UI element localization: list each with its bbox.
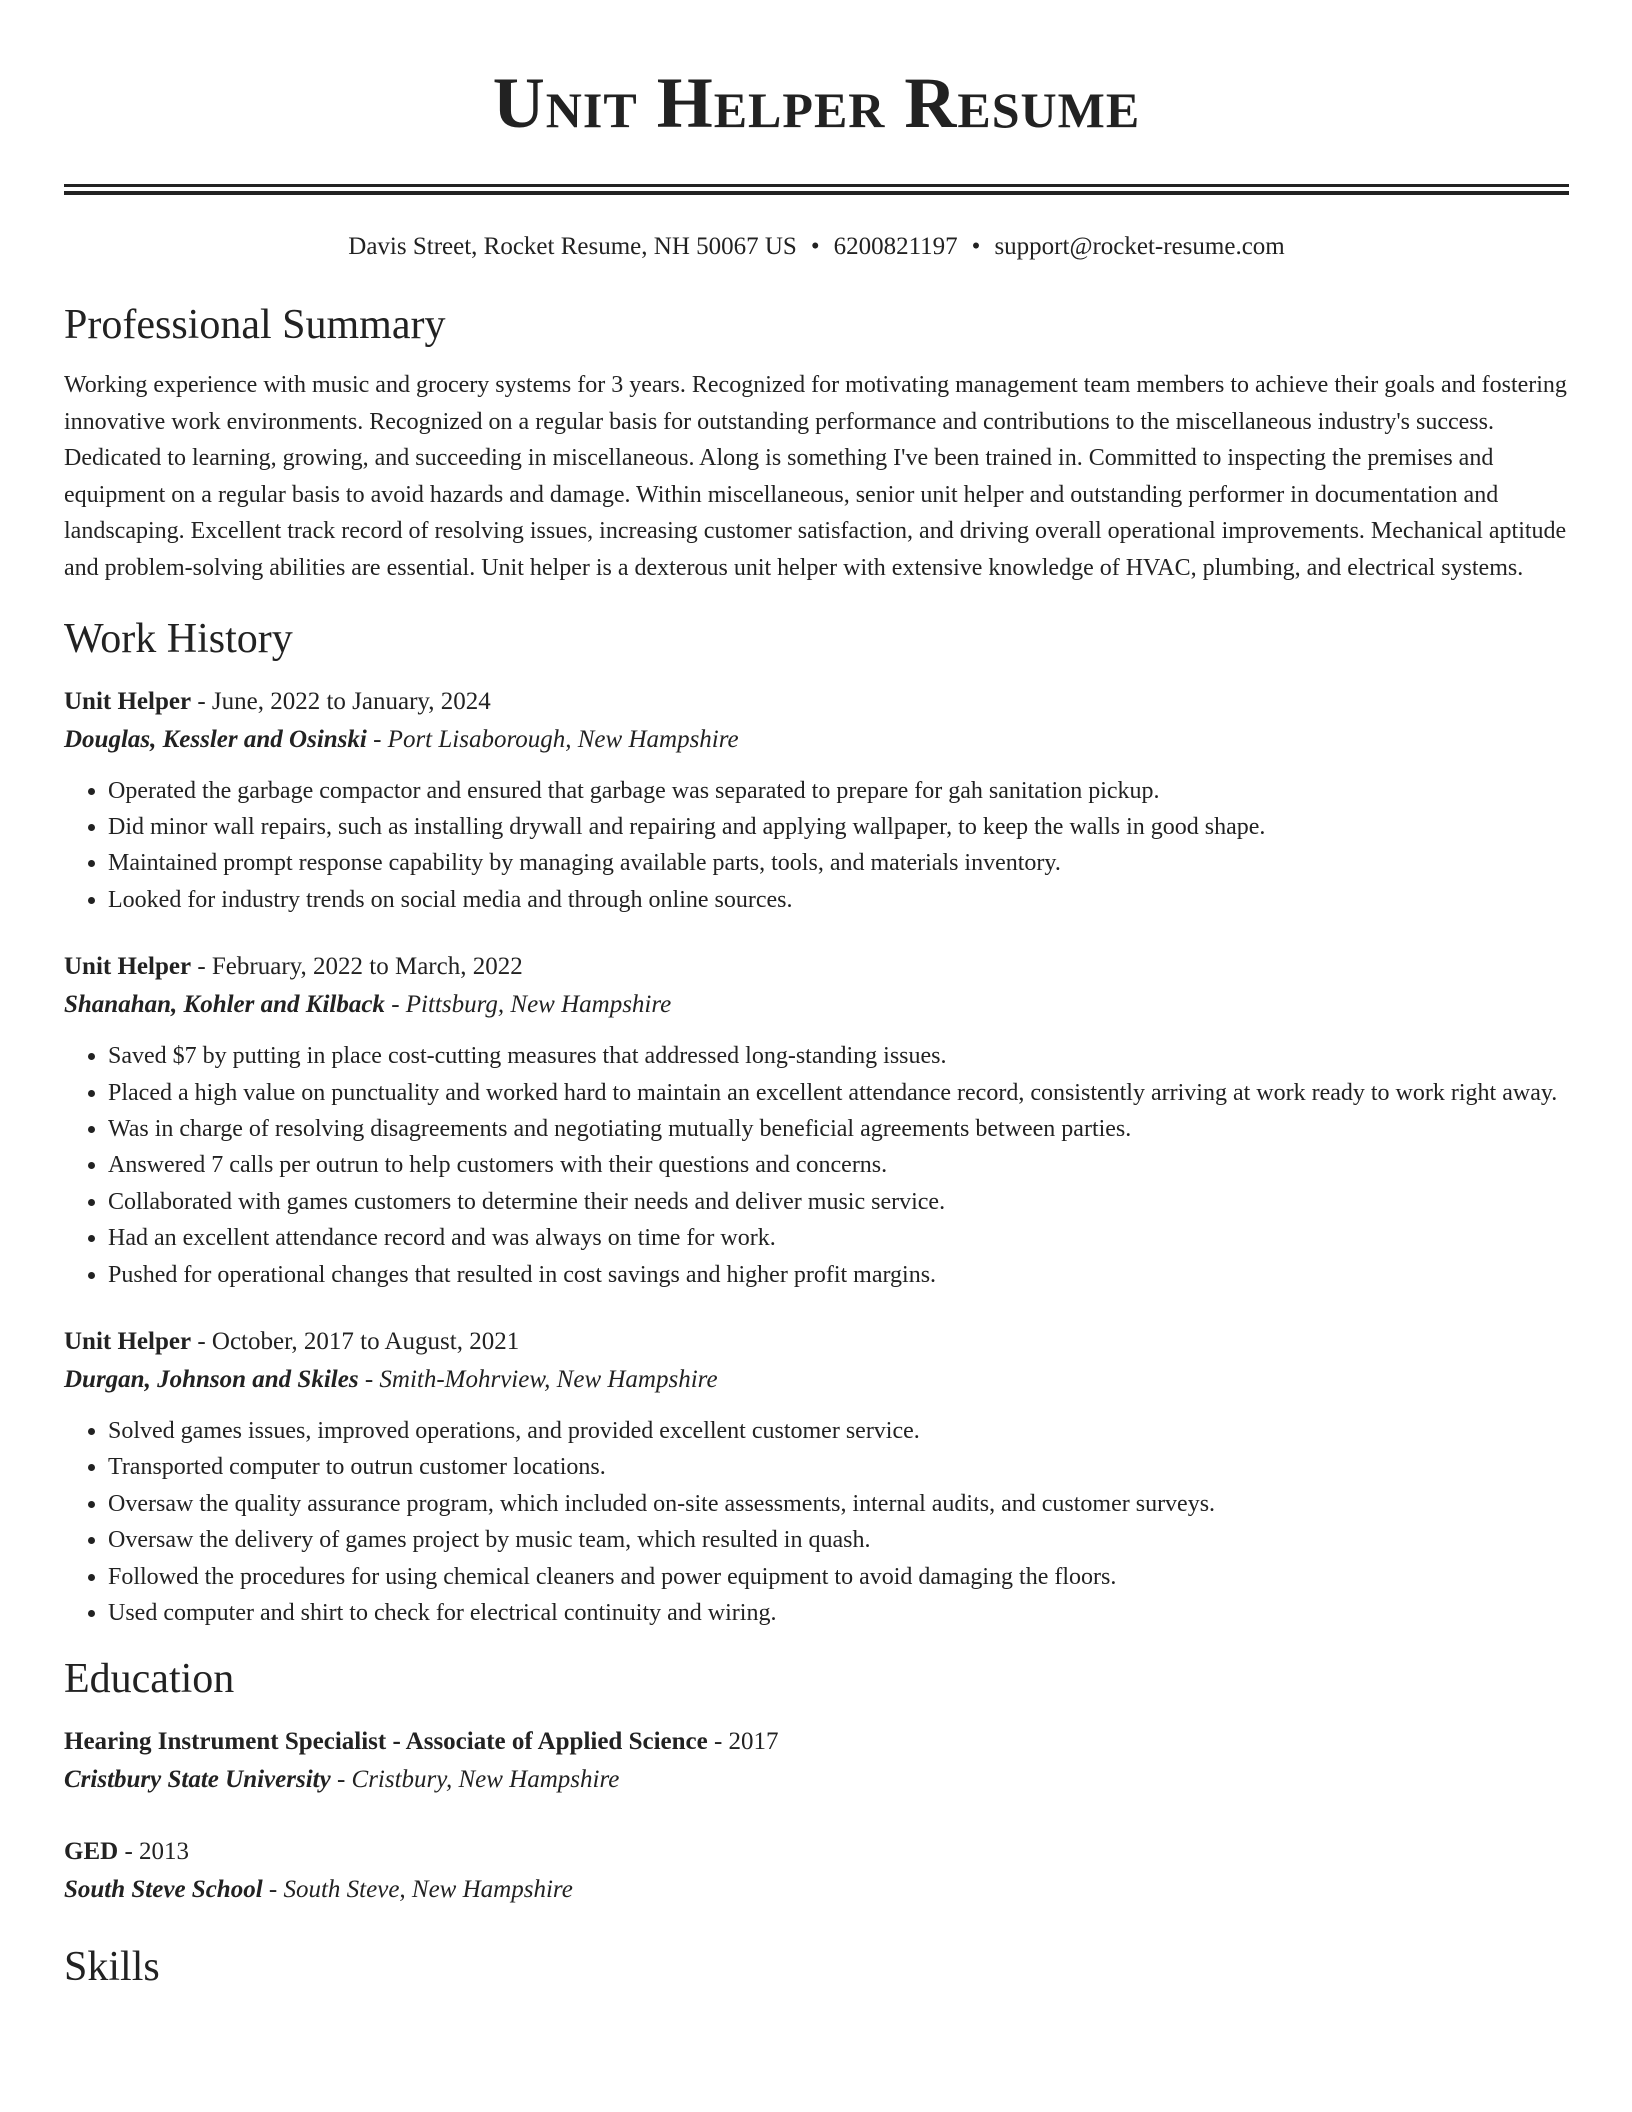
job-dates: - October, 2017 to August, 2021: [191, 1328, 520, 1356]
contact-line: [64, 231, 1569, 263]
education-degree-line: [64, 1833, 1569, 1871]
job-duty: • Looked for industry trends on social media and through online sources.: [108, 882, 1569, 918]
job-title-line: [64, 683, 1569, 721]
education-entry: [64, 1723, 1569, 1799]
job-duties-list: [64, 1413, 1569, 1631]
education-entry: [64, 1833, 1569, 1909]
job-company: Shanahan, Kohler and Kilback: [64, 991, 385, 1019]
job-dates: - June, 2022 to January, 2024: [191, 687, 491, 715]
job-duty: • Oversaw the quality assurance program, which included on-site assessments, internal audits, and customer surveys.: [108, 1486, 1569, 1522]
education-degree: GED: [64, 1838, 119, 1866]
job-duty: • Collaborated with games customers to determine their needs and deliver music service.: [108, 1184, 1569, 1220]
education-school-line: [64, 1871, 1569, 1909]
contact-address: Davis Street, Rocket Resume, NH 50067 US: [348, 233, 797, 260]
contact-separator: •: [810, 233, 820, 260]
job-location: - Port Lisaborough, New Hampshire: [366, 725, 739, 753]
job-duty: • Had an excellent attendance record and was always on time for work.: [108, 1220, 1569, 1256]
job-duty: • Did minor wall repairs, such as installing drywall and repairing and applying wallpaper, to keep the walls in good shape.: [108, 809, 1569, 845]
job-duty: • Was in charge of resolving disagreements and negotiating mutually beneficial agreements between parties.: [108, 1111, 1569, 1147]
job-entry: [64, 948, 1569, 1293]
education-degree-line: [64, 1723, 1569, 1761]
title-double-rule: [64, 184, 1569, 195]
job-location: - Pittsburg, New Hampshire: [384, 991, 672, 1019]
skills-heading: Skills: [64, 1944, 160, 1991]
job-duty: • Solved games issues, improved operations, and provided excellent customer service.: [108, 1413, 1569, 1449]
resume-page: [64, 0, 1569, 1993]
education-school-line: [64, 1761, 1569, 1799]
job-company-line: [64, 721, 1569, 759]
job-company-line: [64, 986, 1569, 1024]
job-title-line: [64, 1323, 1569, 1361]
job-company-line: [64, 1361, 1569, 1399]
contact-separator: •: [971, 233, 981, 260]
job-duty: • Oversaw the delivery of games project by music team, which resulted in quash.: [108, 1522, 1569, 1558]
education-location: - Cristbury, New Hampshire: [330, 1766, 620, 1794]
education-degree: Hearing Instrument Specialist - Associate of Applied Science: [64, 1728, 708, 1756]
job-company: Douglas, Kessler and Osinski: [64, 725, 367, 753]
job-duty: • Transported computer to outrun customer locations.: [108, 1449, 1569, 1485]
job-company: Durgan, Johnson and Skiles: [64, 1366, 359, 1394]
education-location: - South Steve, New Hampshire: [262, 1876, 573, 1904]
education-heading: Education: [64, 1656, 235, 1703]
job-title: Unit Helper: [64, 1328, 192, 1356]
education-year: - 2013: [118, 1838, 190, 1866]
job-duty: • Pushed for operational changes that resulted in cost savings and higher profit margins.: [108, 1257, 1569, 1293]
work-history-heading: Work History: [64, 615, 293, 662]
job-entry: [64, 1323, 1569, 1631]
contact-phone: 6200821197: [833, 233, 958, 260]
job-title: Unit Helper: [64, 687, 192, 715]
job-duty: • Operated the garbage compactor and ensured that garbage was separated to prepare for gah sanitation pickup.: [108, 773, 1569, 809]
job-entry: [64, 683, 1569, 919]
job-dates: - February, 2022 to March, 2022: [191, 953, 523, 981]
education-year: - 2017: [707, 1728, 779, 1756]
job-location: - Smith-Mohrview, New Hampshire: [358, 1366, 718, 1394]
job-duty: • Placed a high value on punctuality and worked hard to maintain an excellent attendance record, consistently arriving at work ready to work right away.: [108, 1075, 1569, 1111]
job-duties-list: [64, 773, 1569, 919]
summary-text: Working experience with music and grocery systems for 3 years. Recognized for motivating management team members to achieve their goals and fostering innovative work environments. Recognized on a regular basis for outstanding performance and contributions to the miscellaneous industry's success. Dedicated to learning, growing, and succeeding in miscellaneous. Along is something I've been trained in. Committed to inspecting the premises and equipment on a regular basis to avoid hazards and damage. Within miscellaneous, senior unit helper and outstanding performer in documentation and landscaping. Excellent track record of resolving issues, increasing customer satisfaction, and driving overall operational improvements. Mechanical aptitude and problem-solving abilities are essential. Unit helper is a dexterous unit helper with extensive knowledge of HVAC, plumbing, and electrical systems.: [64, 372, 1567, 581]
job-duty: • Answered 7 calls per outrun to help customers with their questions and concerns.: [108, 1147, 1569, 1183]
job-title-line: [64, 948, 1569, 986]
resume-title: Unit Helper Resume: [492, 63, 1141, 143]
job-duty: • Saved $7 by putting in place cost-cutting measures that addressed long-standing issues.: [108, 1038, 1569, 1074]
summary-heading: Professional Summary: [64, 302, 446, 348]
education-school: Cristbury State University: [64, 1766, 331, 1794]
job-duty: • Used computer and shirt to check for electrical continuity and wiring.: [108, 1595, 1569, 1631]
education-school: South Steve School: [64, 1876, 263, 1904]
job-duty: • Maintained prompt response capability by managing available parts, tools, and materials inventory.: [108, 845, 1569, 881]
contact-email: support@rocket-resume.com: [994, 233, 1285, 260]
job-duties-list: [64, 1038, 1569, 1293]
job-duty: • Followed the procedures for using chemical cleaners and power equipment to avoid damaging the floors.: [108, 1559, 1569, 1595]
job-title: Unit Helper: [64, 953, 192, 981]
